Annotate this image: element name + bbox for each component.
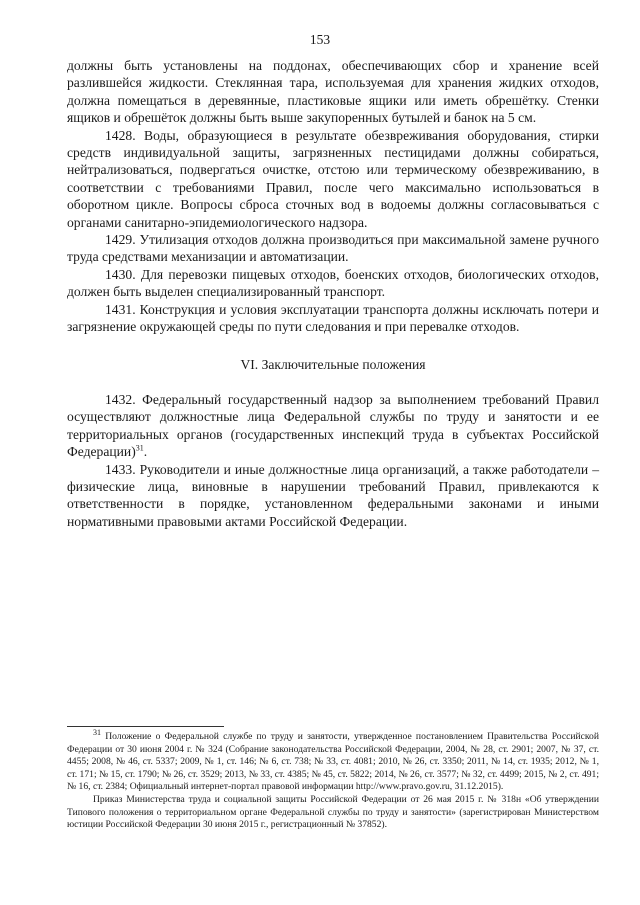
paragraph-continuation: должны быть установлены на поддонах, обеспечивающих сбор и хранение всей разлившейся жидкости. Стеклянная тара, используемая для хранения жидких отходов, должна помещаться в деревянные, пластиковые ящики или иметь обрешётку. Стенки ящиков и обрешёток должны быть выше закупоренных бутылей и банок на 5 см. [67,58,599,126]
paragraph-1432-text: 1432. Федеральный государственный надзор за выполнением требований Правил осуществляют должностные лица Федеральной службы по труду и занятости и ее территориальных органов (государственных инспекций труда в субъектах Российской Федерации) [67,391,599,460]
document-body [67,57,599,530]
footnote-31-continued: Приказ Министерства труда и социальной защиты Российской Федерации от 26 мая 2015 г. № 318н «Об утверждении Типового положения о территориальном органе Федеральной службы по труду и занятости» (зарегистрирован Министерством юстиции Российской Федерации 30 июня 2015 г., регистрационный № 37852). [67,793,599,831]
paragraph-1433: 1433. Руководители и иные должностные лица организаций, а также работодатели – физические лица, виновные в нарушении требований Правил, привлекаются к ответственности в порядке, установленном федеральными законами и иными нормативными правовыми актами Российской Федерации. [67,461,599,529]
paragraph-1432-end: . [143,444,148,460]
footnote-31 [67,727,599,794]
paragraph-1430: 1430. Для перевозки пищевых отходов, боенских отходов, биологических отходов, должен быть выделен специализированный транспорт. [67,266,599,300]
section-heading: VI. Заключительные положения [240,356,426,372]
footnote-ref-31[interactable]: 31 [135,443,144,453]
paragraph-1431: 1431. Конструкция и условия эксплуатации транспорта должны исключать потери и загрязнение окружающей среды по пути следования и при перевалке отходов. [67,301,599,335]
paragraph-1432 [67,391,599,461]
page-number: 153 [309,32,331,47]
paragraph-1428: 1428. Воды, образующиеся в результате обезвреживания оборудования, стирки средств индивидуальной защиты, загрязненных пестицидами должны собираться, нейтрализоваться, подвергаться очистке, отстою или термическому обезвреживанию, в соответствии с требованиями Правил, после чего максимально использоваться в оборотном цикле. Вопросы сброса сточных вод в водоемы должны согласовываться с органами санитарно-эпидемиологического надзора. [67,127,599,230]
footnotes [67,727,599,832]
footnote-separator [67,726,224,727]
footnote-31-text: Положение о Федеральной службе по труду и занятости, утвержденное постановлением Правительства Российской Федерации от 30 июня 2004 г. № 324 (Собрание законодательства Российской Федерации, 2004, № 28, ст. 2901; 2007, № 37, ст. 4455; 2008, № 46, ст. 5337; 2009, № 1, ст. 146; № 6, ст. 738; № 33, ст. 4081; 2010, № 26, ст. 3350; 2011, № 14, ст. 1935; 2012, № 1, ст. 171; № 15, ст. 1790; № 26, ст. 3529; 2013, № 33, ст. 4385; № 45, ст. 5822; 2014, № 26, ст. 3577; № 32, ст. 4499; 2015, № 2, ст. 491; № 16, ст. 2384; Официальный интернет-портал правовой информации http://www.pravo.gov.ru, 31.12.2015). [67,731,599,793]
paragraph-1429: 1429. Утилизация отходов должна производиться при максимальной замене ручного труда средствами механизации и автоматизации. [67,232,599,265]
footnote-mark: 31 [93,727,101,737]
